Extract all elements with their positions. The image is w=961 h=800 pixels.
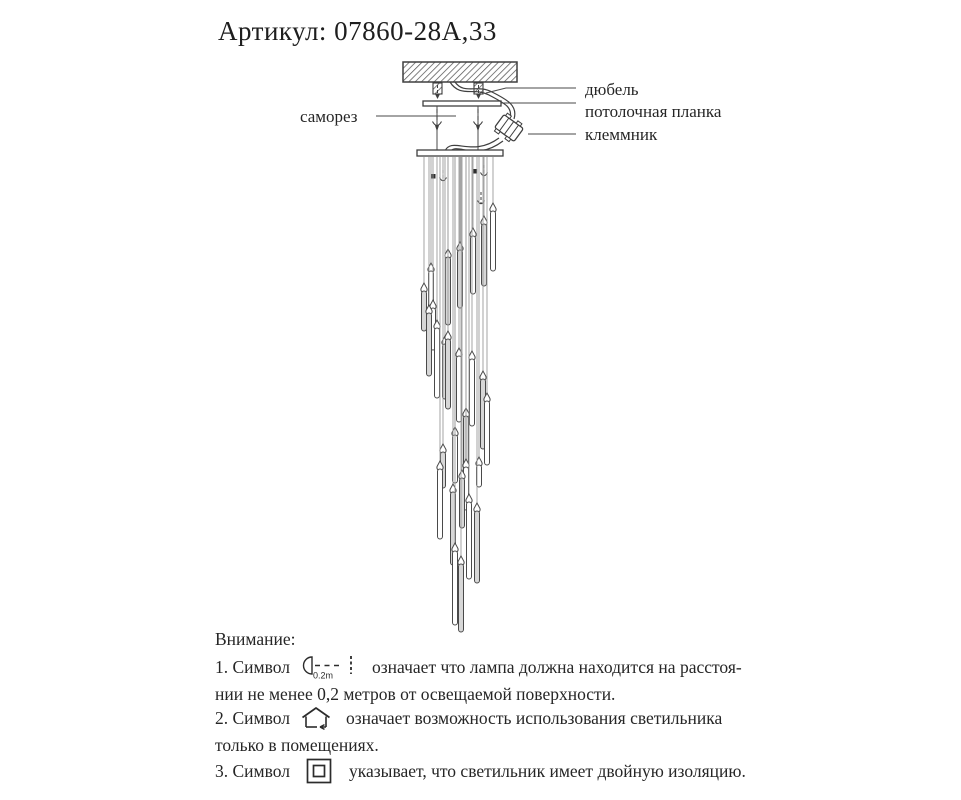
canopy-plate — [417, 150, 503, 156]
label-dyubel: дюбель — [585, 80, 639, 99]
pendant-drop — [427, 313, 432, 376]
note2-text2: только в помещениях. — [215, 734, 379, 755]
arrowhead — [435, 94, 440, 99]
note2-text: означает возможность использования светильника — [346, 707, 723, 728]
page-title: Артикул: 07860-28А,33 — [218, 16, 497, 46]
ceiling-hatched-slab — [403, 62, 517, 82]
pendant-drop — [460, 478, 465, 528]
note-item-1-line2 — [215, 681, 615, 707]
pendant-drop — [491, 211, 496, 271]
note1-prefix: 1. Символ — [215, 656, 291, 677]
note-item-2-line2 — [215, 732, 379, 758]
indoor-use-icon — [300, 706, 332, 730]
pendant-drop — [459, 564, 464, 632]
note-item-1 — [215, 654, 742, 680]
pendant-drop — [446, 339, 451, 409]
note1-text2: нии не менее 0,2 метров от освещаемой поверхности. — [215, 683, 616, 704]
pendant-drop — [482, 224, 487, 286]
pendant-drops — [421, 157, 496, 632]
notes-heading-text: Внимание: — [215, 628, 296, 649]
notes-heading — [215, 626, 296, 652]
label-klemmnik: клеммник — [585, 125, 658, 144]
min-distance-value: 0.2m — [313, 670, 334, 680]
label-samorez: саморез — [300, 107, 358, 126]
pendant-drop — [471, 236, 476, 294]
pendant-drop — [438, 469, 443, 539]
note3-prefix: 3. Символ — [215, 760, 291, 781]
note-item-3 — [215, 758, 746, 784]
double-insulation-icon — [306, 758, 332, 784]
pendant-drop — [485, 401, 490, 465]
pendant-drop — [435, 328, 440, 398]
label-planka: потолочная планка — [585, 102, 722, 121]
pendant-drop — [467, 502, 472, 579]
arrowhead — [476, 94, 481, 99]
pendant-drop — [475, 511, 480, 583]
leader-dyubel — [486, 88, 576, 93]
ceiling-plate — [423, 101, 501, 106]
note-item-2 — [215, 705, 722, 731]
pendant-drop — [470, 359, 475, 426]
note1-text: означает что лампа должна находится на расстоя- — [372, 656, 742, 677]
min-distance-icon — [301, 654, 359, 680]
note2-prefix: 2. Символ — [215, 707, 291, 728]
note3-text: указывает, что светильник имеет двойную изоляцию. — [349, 760, 746, 781]
pendant-drop — [453, 551, 458, 625]
